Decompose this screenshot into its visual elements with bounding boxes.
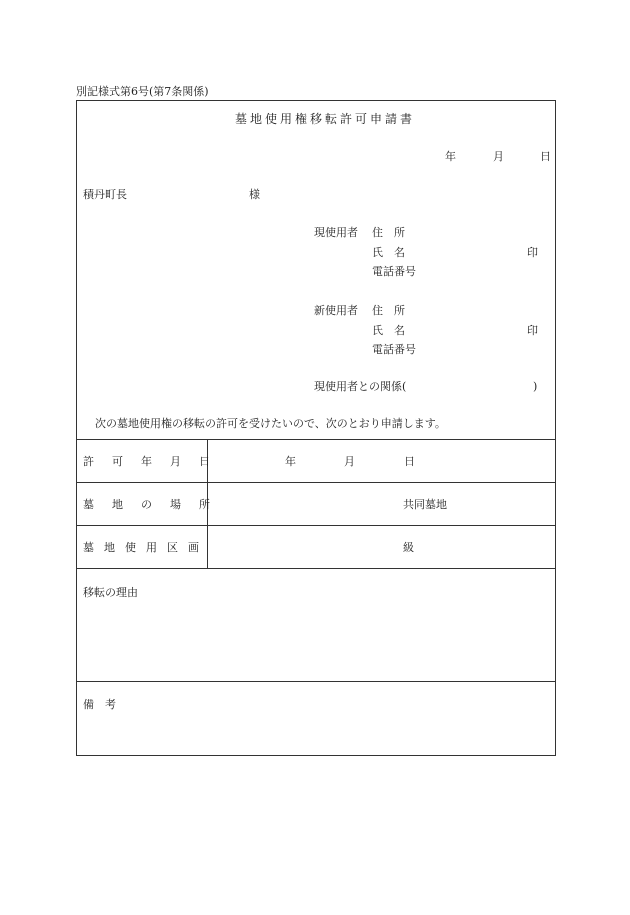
- current-user-role: 現使用者: [314, 226, 358, 239]
- divider: [77, 482, 555, 483]
- divider: [77, 525, 555, 526]
- divider: [77, 439, 555, 440]
- new-user-address-label: 住 所: [372, 304, 405, 317]
- date-year: 年: [445, 150, 456, 163]
- plot-value: 級: [403, 541, 414, 554]
- addressee-name: 積丹町長: [83, 188, 127, 201]
- permit-date-day: 日: [404, 455, 415, 468]
- remarks-label: 備 考: [83, 698, 116, 711]
- form-title: 墓地使用権移転許可申請書: [235, 112, 416, 126]
- new-user-name-label: 氏 名: [372, 324, 405, 337]
- permit-date-year: 年: [285, 455, 296, 468]
- cemetery-place-value: 共同墓地: [403, 498, 447, 511]
- current-user-seal: 印: [527, 246, 538, 259]
- relationship-label: 現使用者との関係(: [314, 380, 407, 393]
- reason-label: 移転の理由: [83, 586, 138, 599]
- divider: [77, 568, 555, 569]
- current-user-phone-label: 電話番号: [372, 265, 416, 278]
- permit-date-label: 許可年月日: [83, 455, 228, 468]
- new-user-seal: 印: [527, 324, 538, 337]
- application-form: [76, 100, 556, 756]
- permit-date-month: 月: [344, 455, 355, 468]
- current-user-name-label: 氏 名: [372, 246, 405, 259]
- plot-label: 墓地使用区画: [83, 541, 209, 554]
- relationship-close: ): [533, 380, 538, 393]
- date-day: 日: [540, 150, 551, 163]
- divider: [77, 681, 555, 682]
- new-user-role: 新使用者: [314, 304, 358, 317]
- current-user-address-label: 住 所: [372, 226, 405, 239]
- request-statement: 次の墓地使用権の移転の許可を受けたいので、次のとおり申請します。: [95, 417, 446, 430]
- cemetery-place-label: 墓地の場所: [83, 498, 228, 511]
- form-number-label: 別記様式第6号(第7条関係): [76, 85, 209, 98]
- date-month: 月: [493, 150, 504, 163]
- new-user-phone-label: 電話番号: [372, 343, 416, 356]
- addressee-honorific: 様: [249, 188, 260, 201]
